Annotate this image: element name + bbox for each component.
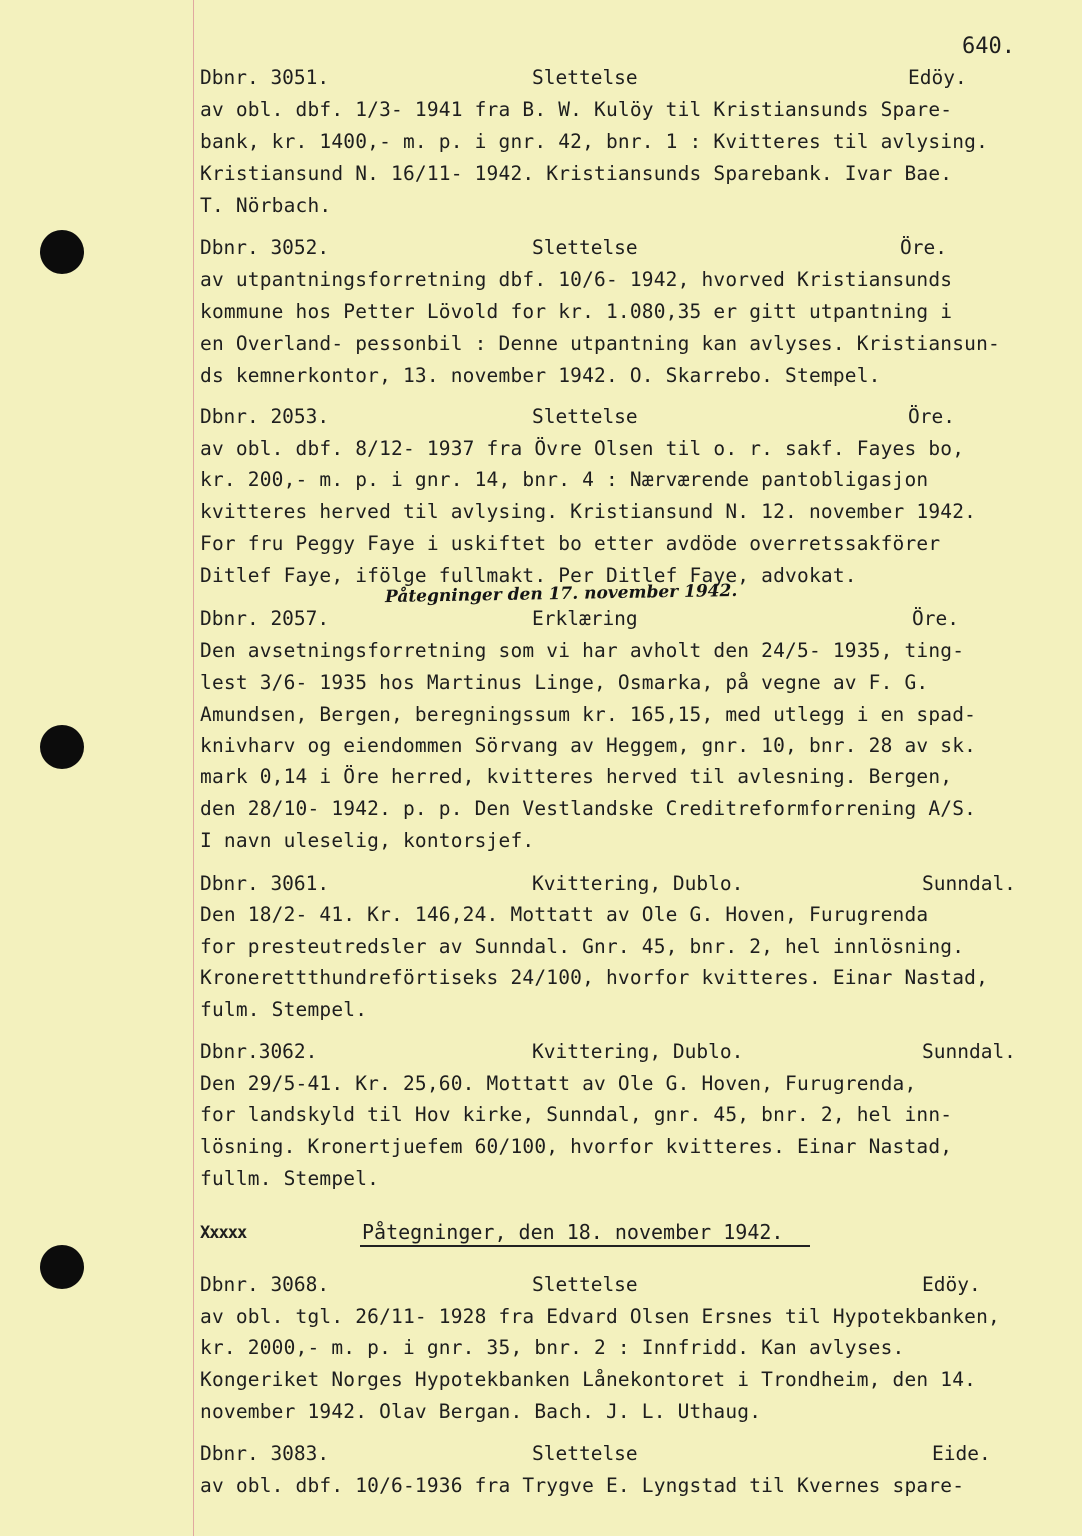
page-number: 640. [962,34,1015,59]
entry-dbnr: Dbnr. 2053. [200,405,330,428]
entry-type: Slettelse [532,1273,638,1296]
entry-line: mark 0,14 i Öre herred, kvitteres herved til avlesning. Bergen, [200,765,953,788]
entry-line: av obl. dbf. 1/3- 1941 fra B. W. Kulöy til Kristiansunds Spare- [200,98,953,121]
entry-type: Slettelse [532,66,638,89]
entry-line: av obl. tgl. 26/11- 1928 fra Edvard Olsen Ersnes til Hypotekbanken, [200,1305,1000,1328]
entry-line: lest 3/6- 1935 hos Martinus Linge, Osmarka, på vegne av F. G. [200,671,929,694]
entry-line: fulm. Stempel. [200,998,368,1021]
entry-place: Edöy. [922,1273,981,1296]
entry-line: kommune hos Petter Lövold for kr. 1.080,35 er gitt utpantning i [200,300,953,323]
punch-hole-icon [40,1245,84,1289]
entry-line: den 28/10- 1942. p. p. Den Vestlandske Creditreformforrening A/S. [200,797,977,820]
entry-line: av utpantningsforretning dbf. 10/6- 1942, hvorved Kristiansunds [200,268,953,291]
entry-place: Eide. [932,1442,991,1465]
entry-place: Edöy. [908,66,967,89]
entry-line: knivharv og eiendommen Sörvang av Heggem, gnr. 10, bnr. 28 av sk. [200,734,977,757]
entry-line: lösning. Kronertjuefem 60/100, hvorfor kvitteres. Einar Nastad, [200,1135,953,1158]
entry-dbnr: Dbnr. 3061. [200,872,330,895]
entry-dbnr: Dbnr. 3052. [200,236,330,259]
entry-line: bank, kr. 1400,- m. p. i gnr. 42, bnr. 1 : Kvitteres til avlysing. [200,130,989,153]
entry-line: november 1942. Olav Bergan. Bach. J. L. Uthaug. [200,1400,762,1423]
entry-line: Den avsetningsforretning som vi har avholt den 24/5- 1935, ting- [200,639,965,662]
entry-line: Kronerettthundreförtiseks 24/100, hvorfor kvitteres. Einar Nastad, [200,966,989,989]
entry-line: Amundsen, Bergen, beregningssum kr. 165,15, med utlegg i en spad- [200,703,977,726]
entry-line: en Overland- pessonbil : Denne utpantning kan avlyses. Kristiansun- [200,332,1000,355]
entry-line: fullm. Stempel. [200,1167,380,1190]
entry-line: I navn uleselig, kontorsjef. [200,829,535,852]
heading-underline [360,1245,810,1247]
punch-hole-icon [40,725,84,769]
entry-place: Öre. [912,607,959,630]
punch-hole-icon [40,230,84,274]
entry-line: For fru Peggy Faye i uskiftet bo etter avdöde overretssakförer [200,532,941,555]
entry-type: Kvittering, Dublo. [532,872,744,895]
entry-dbnr: Dbnr. 3083. [200,1442,330,1465]
entry-line: kr. 200,- m. p. i gnr. 14, bnr. 4 : Nærværende pantobligasjon [200,468,929,491]
entry-line: kvitteres herved til avlysing. Kristiansund N. 12. november 1942. [200,500,977,523]
entry-line: Den 29/5-41. Kr. 25,60. Mottatt av Ole G. Hoven, Furugrenda, [200,1072,917,1095]
entry-line: av obl. dbf. 8/12- 1937 fra Övre Olsen til o. r. sakf. Fayes bo, [200,437,965,460]
entry-dbnr: Dbnr. 2057. [200,607,330,630]
entry-type: Slettelse [532,405,638,428]
entry-place: Sunndal. [922,872,1016,895]
entry-line: for presteutredsler av Sunndal. Gnr. 45, bnr. 2, hel innlösning. [200,935,965,958]
margin-line [193,0,194,1536]
entry-line: T. Nörbach. [200,194,332,217]
entry-line: Kongeriket Norges Hypotekbanken Lånekontoret i Trondheim, den 14. [200,1368,977,1391]
entry-dbnr: Dbnr. 3068. [200,1273,330,1296]
entry-dbnr: Dbnr.3062. [200,1040,318,1063]
handwritten-annotation: Påtegninger den 17. november 1942. [384,580,738,608]
section-heading: Påtegninger, den 18. november 1942. [362,1220,784,1244]
entry-line: kr. 2000,- m. p. i gnr. 35, bnr. 2 : Innfridd. Kan avlyses. [200,1336,905,1359]
entry-line: av obl. dbf. 10/6-1936 fra Trygve E. Lyngstad til Kvernes spare- [200,1474,965,1497]
entry-line: ds kemnerkontor, 13. november 1942. O. Skarrebo. Stempel. [200,364,881,387]
entry-line: Ditlef Faye, ifölge fullmakt. Per Ditlef Faye, advokat. [200,564,857,587]
entry-line: Den 18/2- 41. Kr. 146,24. Mottatt av Ole G. Hoven, Furugrenda [200,903,929,926]
entry-line: Kristiansund N. 16/11- 1942. Kristiansunds Sparebank. Ivar Bae. [200,162,953,185]
entry-type: Erklæring [532,607,638,630]
entry-type: Slettelse [532,236,638,259]
struck-text: Xxxxx [200,1223,247,1243]
entry-dbnr: Dbnr. 3051. [200,66,330,89]
entry-type: Kvittering, Dublo. [532,1040,744,1063]
entry-place: Sunndal. [922,1040,1016,1063]
entry-line: for landskyld til Hov kirke, Sunndal, gnr. 45, bnr. 2, hel inn- [200,1103,953,1126]
entry-place: Öre. [908,405,955,428]
entry-place: Öre. [900,236,947,259]
entry-type: Slettelse [532,1442,638,1465]
